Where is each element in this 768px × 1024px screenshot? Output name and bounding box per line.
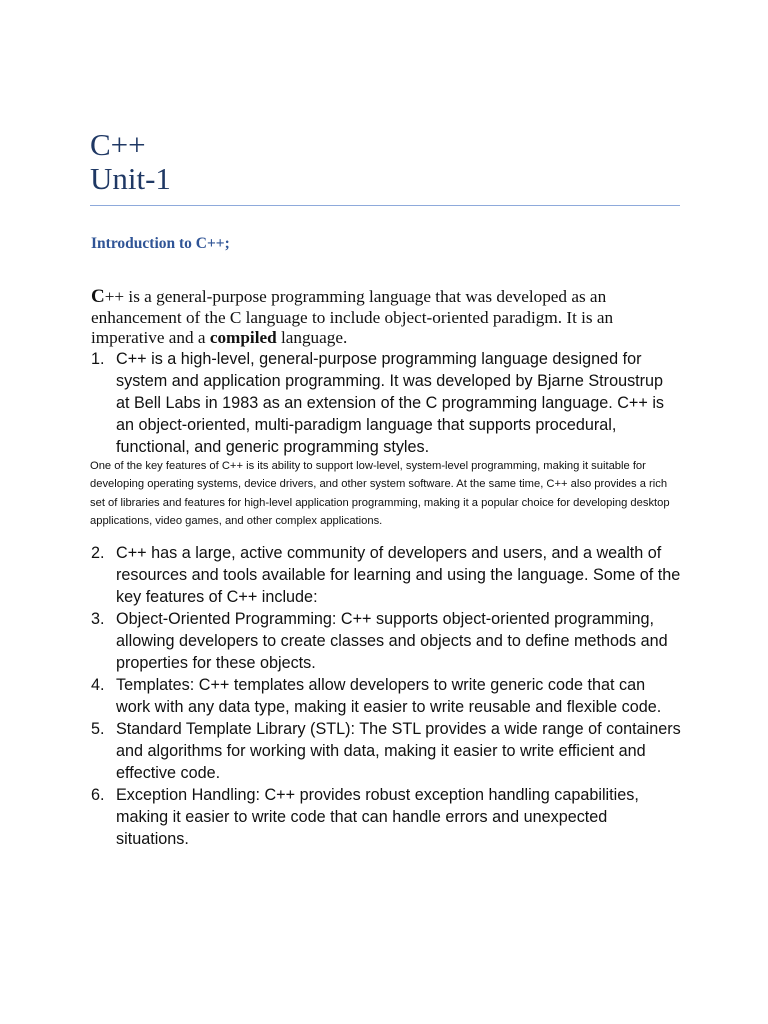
list-item-text: Standard Template Library (STL): The STL provides a wide range of containers and algorithms for working with data, making it easier to write efficient and effective code. (116, 720, 681, 782)
title-line-unit: Unit-1 (90, 161, 171, 196)
list-item (91, 674, 681, 718)
section-heading: Introduction to C++; (91, 235, 230, 252)
list-item (91, 718, 681, 784)
numbered-list-second (91, 542, 681, 850)
intro-bold-word: compiled (209, 328, 277, 347)
key-features-paragraph: One of the key features of C++ is its ability to support low-level, system-level programming, making it suitable for developing operating systems, device drivers, and other system software. At the same time, C++ also provides a rich set of libraries and features for high-level application programming, making it a popular choice for developing desktop applications, video games, and other complex applications. (90, 460, 670, 528)
list-item-number: 2. (91, 544, 105, 562)
list-item-text: Object-Oriented Programming: C++ supports object-oriented programming, allowing developers to create classes and objects and to define methods and properties for these objects. (116, 610, 668, 672)
list-item-number: 5. (91, 720, 105, 738)
list-item-number: 1. (91, 350, 105, 368)
title-line-course: C++ (90, 127, 146, 162)
title-divider (90, 205, 680, 206)
document-title (90, 128, 680, 196)
list-item-text: Exception Handling: C++ provides robust exception handling capabilities, making it easier to write code that can handle errors and unexpected situations. (116, 786, 639, 848)
intro-lead-letter: C (91, 286, 105, 307)
list-item-number: 3. (91, 610, 105, 628)
list-item (91, 784, 681, 850)
list-item (91, 542, 681, 608)
intro-paragraph (91, 287, 681, 349)
numbered-list-first (91, 348, 681, 458)
intro-text-end: language. (276, 328, 348, 347)
list-item-text: Templates: C++ templates allow developers to write generic code that can work with any data type, making it easier to write reusable and flexible code. (116, 676, 662, 716)
list-item-text: C++ has a large, active community of developers and users, and a wealth of resources and tools available for learning and using the language. Some of the key features of C++ include: (116, 544, 681, 606)
intro-text: ++ is a general-purpose programming language that was developed as an enhancement of the C language to include object-oriented paradigm. It is an imperative and a (91, 287, 614, 347)
list-item (91, 348, 681, 458)
list-item (91, 608, 681, 674)
list-item-number: 6. (91, 786, 105, 804)
list-item-text: C++ is a high-level, general-purpose programming language designed for system and application programming. It was developed by Bjarne Stroustrup at Bell Labs in 1983 as an extension of the C programming language. C++ is an object-oriented, multi-paradigm language that supports procedural, functional, and generic programming styles. (116, 350, 665, 456)
list-item-number: 4. (91, 676, 105, 694)
